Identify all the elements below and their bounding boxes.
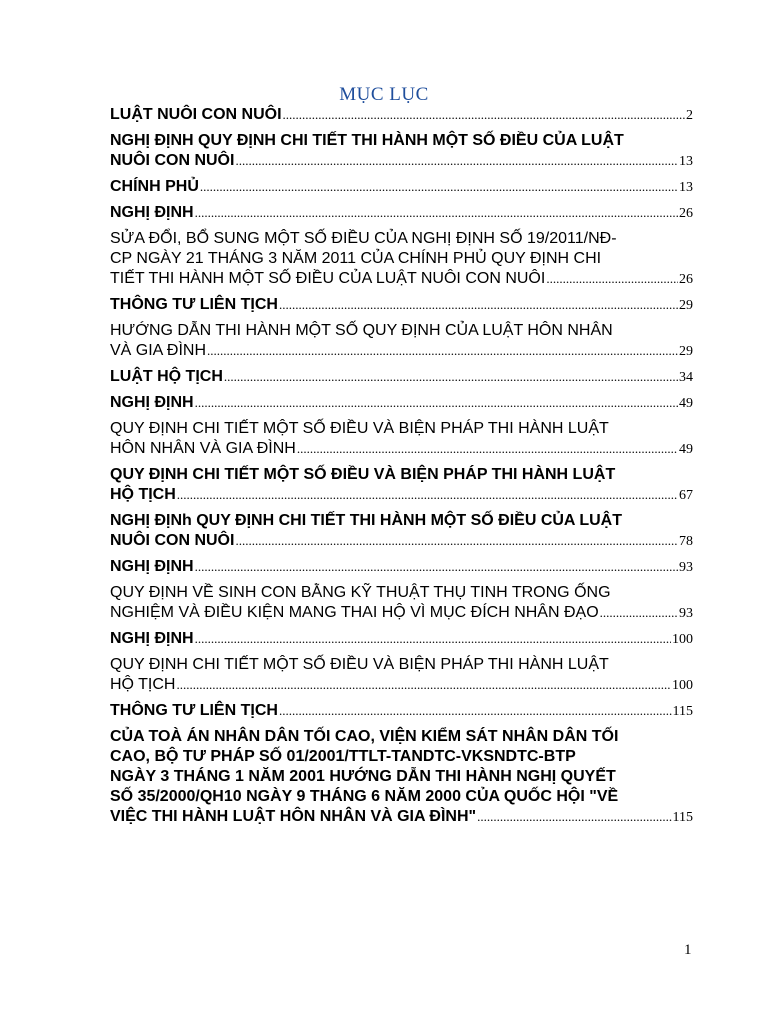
- toc-entry-title: HỘ TỊCH: [110, 486, 176, 503]
- toc-entry-text-line: CỦA TOÀ ÁN NHÂN DÂN TỐI CAO, VIỆN KIỂM SÁT NHÂN DÂN TỐI: [110, 728, 619, 745]
- toc-entry-title: HÔN NHÂN VÀ GIA ĐÌNH: [110, 440, 296, 457]
- toc-entry[interactable]: [110, 367, 693, 388]
- toc-entry-title: CHÍNH PHỦ: [110, 178, 199, 195]
- dot-leader: [279, 295, 678, 315]
- toc-entry-title: VIỆC THI HÀNH LUẬT HÔN NHÂN VÀ GIA ĐÌNH": [110, 808, 477, 825]
- toc-entry-last-line: [110, 675, 693, 696]
- table-of-contents: [110, 105, 693, 833]
- toc-entry[interactable]: [110, 321, 693, 362]
- toc-entry-title: TIẾT THI HÀNH MỘT SỐ ĐIỀU CỦA LUẬT NUÔI CON NUÔI: [110, 270, 546, 287]
- toc-page-number: 49: [679, 396, 693, 411]
- dot-leader: [177, 485, 678, 505]
- toc-entry-title: LUẬT NUÔI CON NUÔI: [110, 106, 282, 123]
- toc-entry-text-line: SỬA ĐỔI, BỔ SUNG MỘT SỐ ĐIỀU CỦA NGHỊ ĐỊNH SỐ 19/2011/NĐ-: [110, 230, 617, 247]
- toc-entry-title: THÔNG TƯ LIÊN TỊCH: [110, 296, 278, 313]
- toc-page-number: 78: [679, 534, 693, 549]
- toc-entry-last-line: [110, 295, 693, 316]
- toc-entry-text-line: QUY ĐỊNH CHI TIẾT MỘT SỐ ĐIỀU VÀ BIỆN PHÁP THI HÀNH LUẬT: [110, 466, 616, 483]
- toc-entry-title: NUÔI CON NUÔI: [110, 152, 235, 169]
- toc-entry-last-line: [110, 603, 693, 624]
- toc-entry[interactable]: [110, 701, 693, 722]
- toc-entry-last-line: [110, 177, 693, 198]
- toc-page-number: 29: [679, 298, 693, 313]
- toc-entry-last-line: [110, 531, 693, 552]
- page-title: MỤC LỤC: [339, 84, 429, 105]
- toc-page-number: 2: [686, 108, 693, 123]
- toc-entry-last-line: [110, 105, 693, 126]
- dot-leader: [207, 341, 678, 361]
- dot-leader: [283, 105, 685, 125]
- toc-entry[interactable]: [110, 393, 693, 414]
- toc-entry-text-line: QUY ĐỊNH CHI TIẾT MỘT SỐ ĐIỀU VÀ BIỆN PHÁP THI HÀNH LUẬT: [110, 420, 609, 437]
- toc-entry-last-line: [110, 367, 693, 388]
- toc-entry-title: LUẬT HỘ TỊCH: [110, 368, 223, 385]
- toc-entry-text-line: CAO, BỘ TƯ PHÁP SỐ 01/2001/TTLT-TANDTC-VKSNDTC-BTP: [110, 748, 576, 765]
- dot-leader: [195, 203, 678, 223]
- dot-leader: [195, 629, 671, 649]
- toc-entry-last-line: [110, 557, 693, 578]
- footer-page-number: 1: [684, 942, 692, 958]
- toc-entry-last-line: [110, 439, 693, 460]
- dot-leader: [297, 439, 678, 459]
- toc-entry-text-line: HƯỚNG DẪN THI HÀNH MỘT SỐ QUY ĐỊNH CỦA LUẬT HÔN NHÂN: [110, 322, 613, 339]
- toc-entry-title: VÀ GIA ĐÌNH: [110, 342, 207, 359]
- dot-leader: [600, 603, 678, 623]
- toc-entry[interactable]: [110, 105, 693, 126]
- toc-entry[interactable]: [110, 655, 693, 696]
- dot-leader: [224, 367, 678, 387]
- toc-entry-text-line: NGHỊ ĐỊNH QUY ĐỊNH CHI TIẾT THI HÀNH MỘT SỐ ĐIỀU CỦA LUẬT: [110, 132, 624, 149]
- toc-entry-last-line: [110, 341, 693, 362]
- toc-entry[interactable]: [110, 583, 693, 624]
- toc-entry[interactable]: [110, 511, 693, 552]
- toc-entry[interactable]: [110, 295, 693, 316]
- dot-leader: [235, 531, 678, 551]
- toc-entry-title: HỘ TỊCH: [110, 676, 176, 693]
- dot-leader: [195, 393, 678, 413]
- dot-leader: [477, 807, 671, 827]
- toc-entry[interactable]: [110, 177, 693, 198]
- toc-page-number: 29: [679, 344, 693, 359]
- toc-entry-text-line: CP NGÀY 21 THÁNG 3 NĂM 2011 CỦA CHÍNH PHỦ QUY ĐỊNH CHI: [110, 250, 602, 267]
- toc-entry[interactable]: [110, 557, 693, 578]
- toc-page-number: 13: [679, 154, 693, 169]
- toc-entry-text-line: QUY ĐỊNH CHI TIẾT MỘT SỐ ĐIỀU VÀ BIỆN PHÁP THI HÀNH LUẬT: [110, 656, 609, 673]
- dot-leader: [279, 701, 672, 721]
- toc-entry[interactable]: [110, 131, 693, 172]
- toc-page-number: 115: [672, 704, 693, 719]
- toc-entry-last-line: [110, 485, 693, 506]
- toc-entry-title: THÔNG TƯ LIÊN TỊCH: [110, 702, 278, 719]
- toc-page-number: 93: [679, 560, 693, 575]
- toc-entry-title: NUÔI CON NUÔI: [110, 532, 235, 549]
- toc-page-number: 93: [679, 606, 693, 621]
- toc-entry-text-line: SỐ 35/2000/QH10 NGÀY 9 THÁNG 6 NĂM 2000 CỦA QUỐC HỘI "VỀ: [110, 788, 619, 805]
- toc-page-number: 100: [672, 632, 693, 647]
- toc-entry-title: NGHỊ ĐỊNH: [110, 394, 194, 411]
- toc-page-number: 26: [679, 206, 693, 221]
- toc-page-number: 49: [679, 442, 693, 457]
- toc-entry-last-line: [110, 701, 693, 722]
- toc-entry-last-line: [110, 269, 693, 290]
- toc-entry-title: NGHỊ ĐỊNH: [110, 558, 194, 575]
- toc-entry-last-line: [110, 393, 693, 414]
- dot-leader: [176, 675, 671, 695]
- toc-entry[interactable]: [110, 727, 693, 828]
- toc-entry[interactable]: [110, 419, 693, 460]
- toc-entry[interactable]: [110, 229, 693, 290]
- toc-entry[interactable]: [110, 629, 693, 650]
- toc-entry-last-line: [110, 151, 693, 172]
- toc-entry-title: NGHỊ ĐỊNH: [110, 204, 194, 221]
- toc-page-number: 34: [679, 370, 693, 385]
- toc-entry[interactable]: [110, 203, 693, 224]
- toc-entry[interactable]: [110, 465, 693, 506]
- toc-page-number: 26: [679, 272, 693, 287]
- dot-leader: [546, 269, 678, 289]
- toc-entry-last-line: [110, 807, 693, 828]
- toc-page-number: 115: [672, 810, 693, 825]
- dot-leader: [235, 151, 678, 171]
- dot-leader: [200, 177, 678, 197]
- toc-page-number: 13: [679, 180, 693, 195]
- toc-entry-text-line: NGHỊ ĐỊNh QUY ĐỊNH CHI TIẾT THI HÀNH MỘT SỐ ĐIỀU CỦA LUẬT: [110, 512, 622, 529]
- toc-page-number: 100: [672, 678, 693, 693]
- toc-entry-last-line: [110, 629, 693, 650]
- toc-entry-title: NGHIỆM VÀ ĐIỀU KIỆN MANG THAI HỘ VÌ MỤC ĐÍCH NHÂN ĐẠO: [110, 604, 599, 621]
- toc-entry-title: NGHỊ ĐỊNH: [110, 630, 194, 647]
- dot-leader: [195, 557, 678, 577]
- toc-entry-text-line: QUY ĐỊNH VỀ SINH CON BẰNG KỸ THUẬT THỤ TINH TRONG ỐNG: [110, 584, 611, 601]
- toc-entry-last-line: [110, 203, 693, 224]
- toc-entry-text-line: NGÀY 3 THÁNG 1 NĂM 2001 HƯỚNG DẪN THI HÀNH NGHỊ QUYẾT: [110, 768, 616, 785]
- toc-page-number: 67: [679, 488, 693, 503]
